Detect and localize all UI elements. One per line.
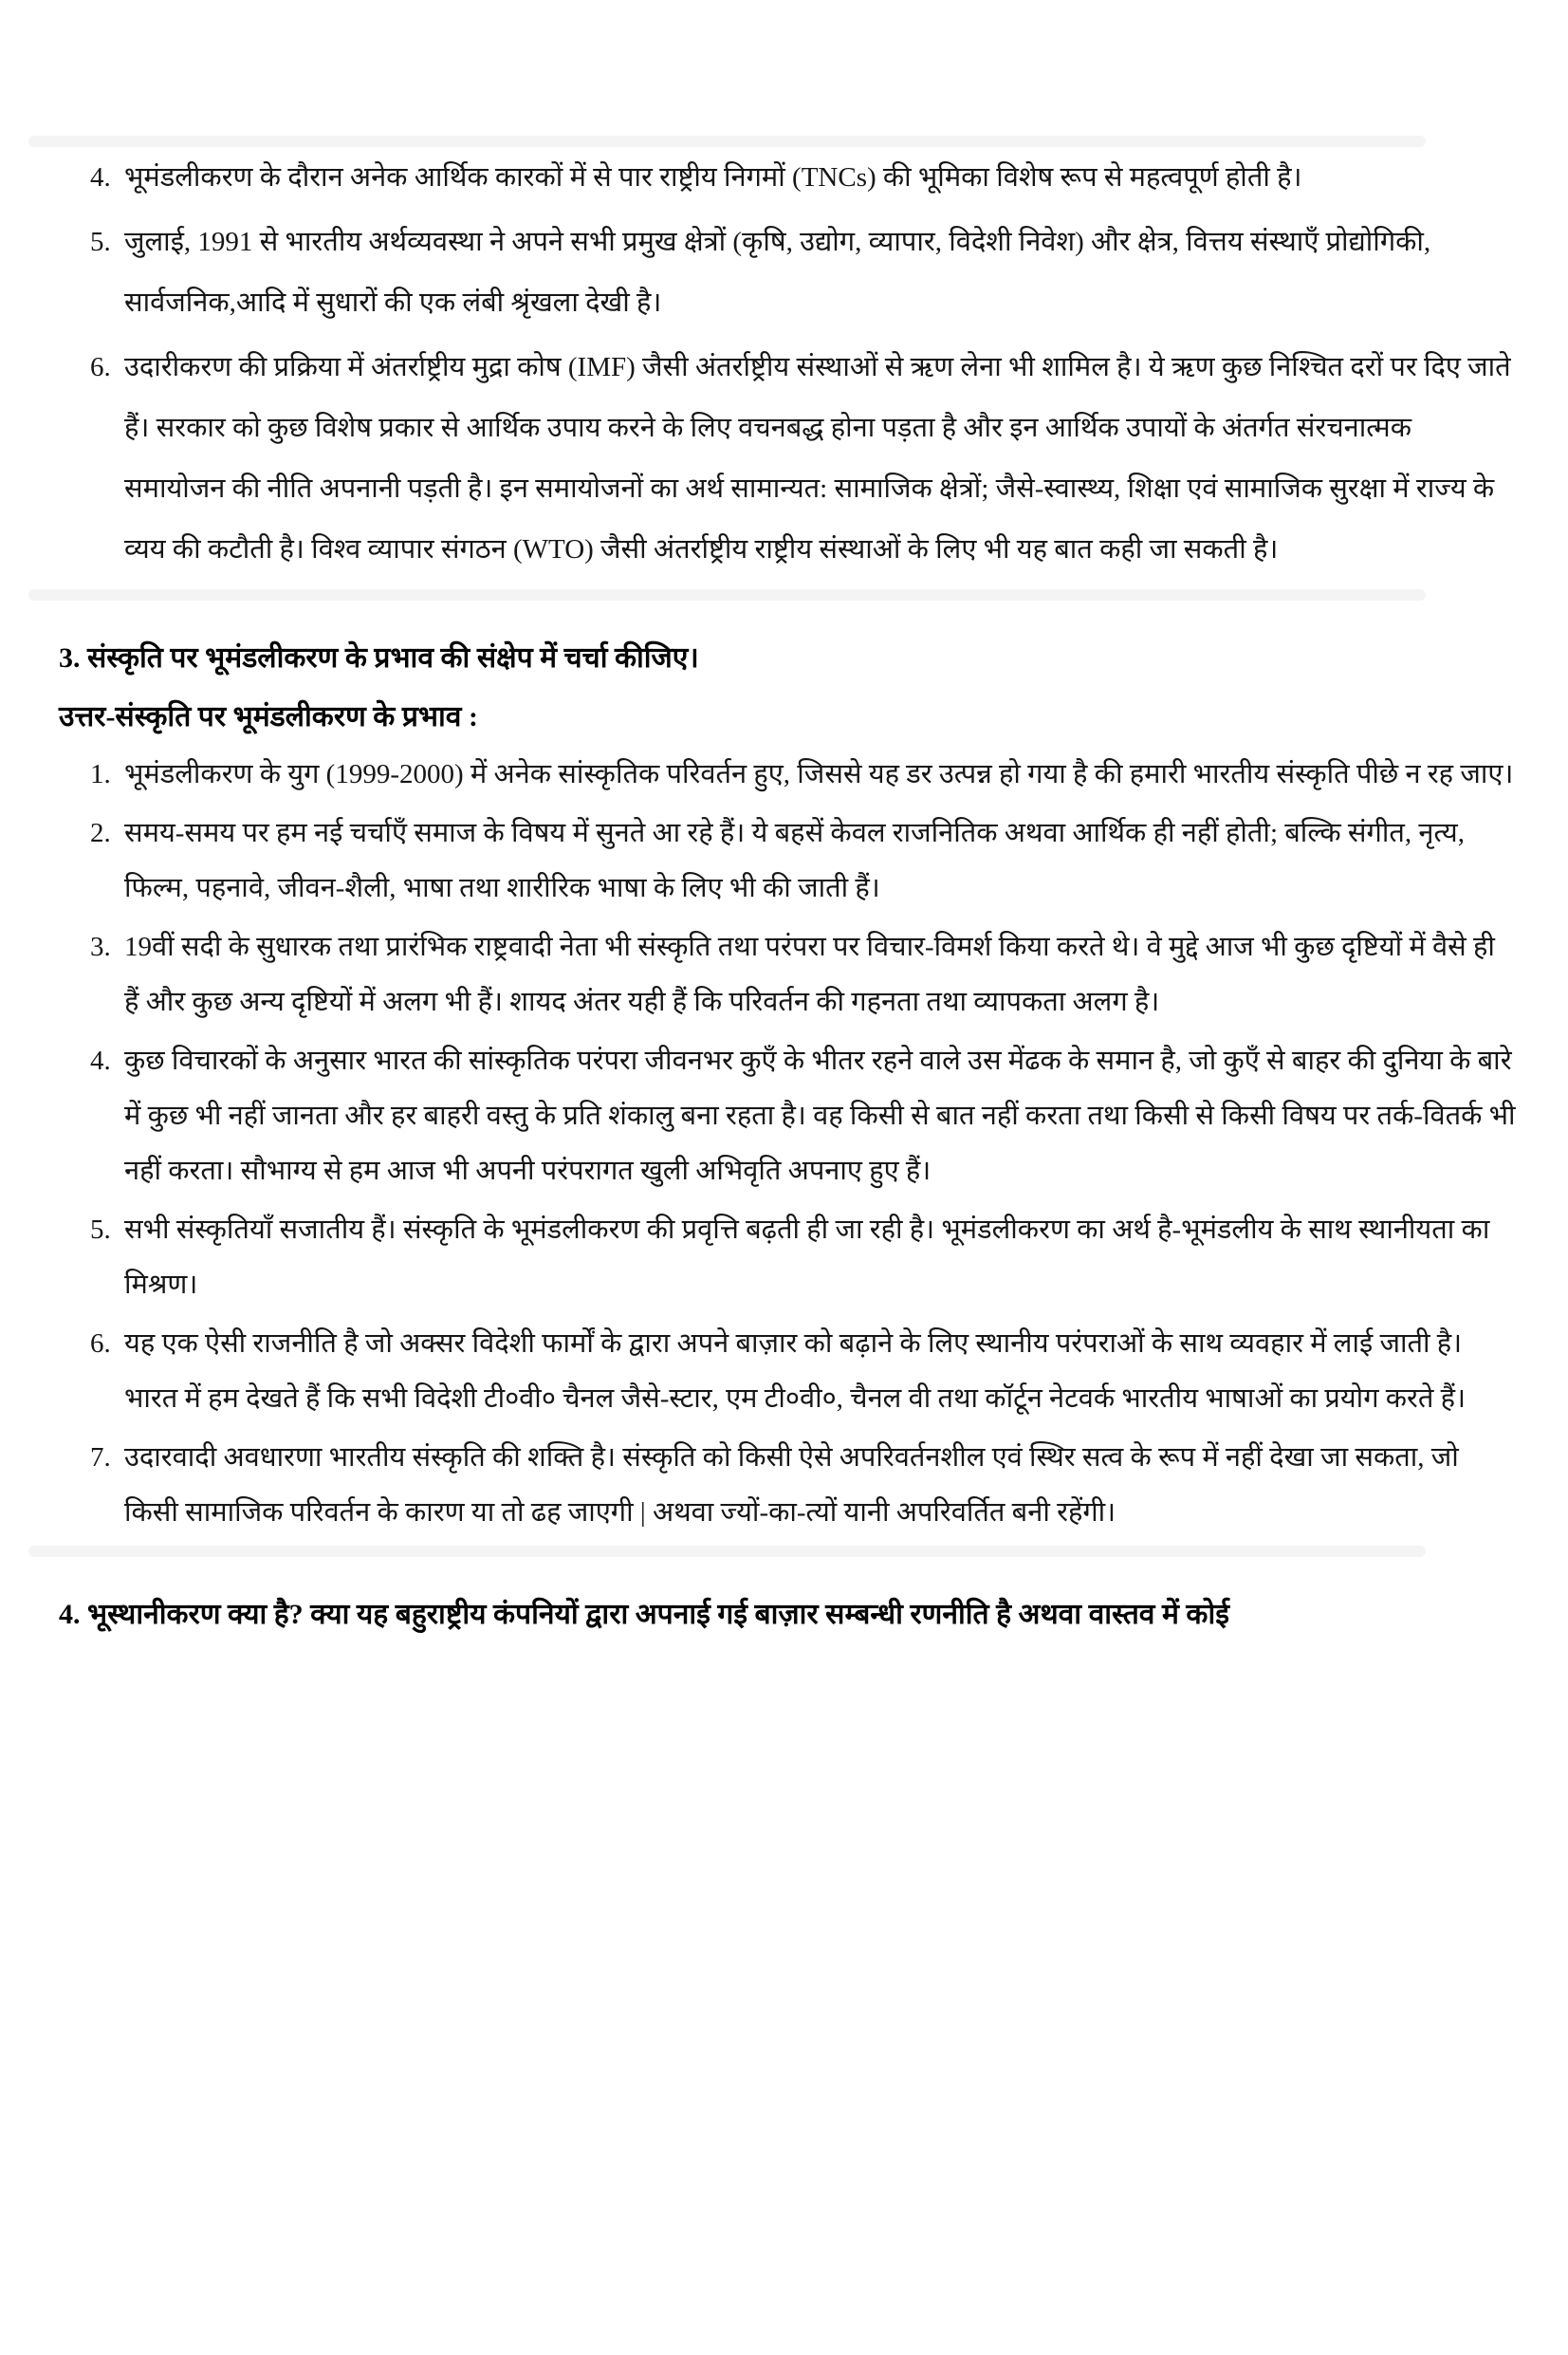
list-item-text: 19वीं सदी के सुधारक तथा प्रारंभिक राष्ट्रवादी नेता भी संस्कृति तथा परंपरा पर विचार-विमर्श किया करते थे। वे मुद्दे आज भी कुछ दृष्टियों में वैसे ही हैं और कुछ अन्य दृष्टियों में अलग भी हैं। शायद अंतर यही हैं कि परिवर्तन की गहनता तथा व्यापकता अलग है। (124, 932, 1495, 1017)
list-item (90, 212, 1516, 333)
list-item (90, 1202, 1516, 1312)
culture-effects-list (0, 747, 1568, 1540)
list-item-text: कुछ विचारकों के अनुसार भारत की सांस्कृतिक परंपरा जीवनभर कुएँ के भीतर रहने वाले उस मेंढक के समान है, जो कुएँ से बाहर की दुनिया के बारे में कुछ भी नहीं जानता और हर बाहरी वस्तु के प्रति शंकालु बना रहता है। वह किसी से बात नहीं करता तथा किसी से किसी विषय पर तर्क-वितर्क भी नहीं करता। सौभाग्य से हम आज भी अपनी परंपरागत खुली अभिवृति अपनाए हुए हैं। (124, 1046, 1516, 1186)
liberalisation-points-list (0, 147, 1568, 580)
list-item (90, 806, 1516, 916)
list-item-text: भूमंडलीकरण के दौरान अनेक आर्थिक कारकों में से पार राष्ट्रीय निगमों (TNCs) की भूमिका विशेष रूप से महत्वपूर्ण होती है। (124, 162, 1302, 193)
list-item-number: 4. (90, 162, 111, 193)
list-item-text: उदारीकरण की प्रक्रिया में अंतर्राष्ट्रीय मुद्रा कोष (IMF) जैसी अंतर्राष्ट्रीय संस्थाओं से ऋण लेना भी शामिल है। ये ऋण कुछ निश्चित दरों पर दिए जाते हैं। सरकार को कुछ विशेष प्रकार से आर्थिक उपाय करने के लिए वचनबद्ध होना पड़ता है और इन आर्थिक उपायों के अंतर्गत संरचनात्मक समायोजन की नीति अपनानी पड़ती है। इन समायोजनों का अर्थ सामान्यत: सामाजिक क्षेत्रों; जैसे-स्वास्थ्य, शिक्षा एवं सामाजिक सुरक्षा में राज्य के व्यय की कटौती है। विश्व व्यापार संगठन (WTO) जैसी अंतर्राष्ट्रीय राष्ट्रीय संस्थाओं के लिए भी यह बात कही जा सकती है। (124, 352, 1511, 565)
list-item-number: 6. (90, 1328, 111, 1359)
list-item-number: 5. (90, 1215, 111, 1245)
list-item-number: 6. (90, 352, 111, 382)
list-item-number: 4. (90, 1046, 111, 1076)
list-item (90, 919, 1516, 1029)
list-item (90, 1316, 1516, 1426)
answer-intro: उत्तर-संस्कृति पर भूमंडलीकरण के प्रभाव : (59, 701, 478, 732)
bottom-divider (28, 1546, 1426, 1557)
list-item-text: जुलाई, 1991 से भारतीय अर्थव्यवस्था ने अपने सभी प्रमुख क्षेत्रों (कृषि, उद्योग, व्यापार, विदेशी निवेश) और क्षेत्र, वित्तय संस्थाएँ प्रोद्योगिकी, सार्वजनिक,आदि में सुधारों की एक लंबी श्रृंखला देखी है। (124, 227, 1431, 318)
question-4-block (59, 1585, 1516, 1644)
list-item-number: 5. (90, 227, 111, 257)
list-item-text: सभी संस्कृतियाँ सजातीय हैं। संस्कृति के भूमंडलीकरण की प्रवृत्ति बढ़ती ही जा रही है। भूमंडलीकरण का अर्थ है-भूमंडलीय के साथ स्थानीयता का मिश्रण। (124, 1215, 1490, 1300)
question-3-heading: 3. संस्कृति पर भूमंडलीकरण के प्रभाव की संक्षेप में चर्चा कीजिए। (59, 642, 699, 674)
question-3-block (59, 629, 1516, 747)
list-item-text: समय-समय पर हम नई चर्चाएँ समाज के विषय में सुनते आ रहे हैं। ये बहसें केवल राजनितिक अथवा आर्थिक ही नहीं होती; बल्कि संगीत, नृत्य, फिल्म, पहनावे, जीवन-शैली, भाषा तथा शारीरिक भाषा के लिए भी की जाती हैं। (124, 818, 1465, 903)
list-item (90, 337, 1516, 580)
list-item-text: भूमंडलीकरण के युग (1999-2000) में अनेक सांस्कृतिक परिवर्तन हुए, जिससे यह डर उत्पन्न हो गया है की हमारी भारतीय संस्कृति पीछे न रह जाए। (124, 759, 1514, 789)
question-4-heading: 4. भूस्थानीकरण क्या है? क्या यह बहुराष्ट्रीय कंपनियों द्वारा अपनाई गई बाज़ार सम्बन्धी रणनीति है अथवा वास्तव में कोई (59, 1599, 1229, 1630)
list-item-text: यह एक ऐसी राजनीति है जो अक्सर विदेशी फार्मों के द्वारा अपने बाज़ार को बढ़ाने के लिए स्थानीय परंपराओं के साथ व्यवहार में लाई जाती है। भारत में हम देखते हैं कि सभी विदेशी टी०वी० चैनल जैसे-स्टार, एम टी०वी०, चैनल वी तथा कॉर्टून नेटवर्क भारतीय भाषाओं का प्रयोग करते हैं। (124, 1328, 1467, 1414)
list-item (90, 747, 1516, 802)
list-item (90, 1033, 1516, 1198)
list-item-number: 7. (90, 1442, 111, 1473)
list-item-number: 2. (90, 818, 111, 848)
list-item-number: 3. (90, 932, 111, 962)
top-divider (28, 136, 1426, 147)
mid-divider (28, 589, 1426, 601)
list-item (90, 147, 1516, 208)
list-item (90, 1430, 1516, 1540)
page (0, 136, 1568, 2355)
list-item-number: 1. (90, 759, 111, 789)
list-item-text: उदारवादी अवधारणा भारतीय संस्कृति की शक्ति है। संस्कृति को किसी ऐसे अपरिवर्तनशील एवं स्थिर सत्व के रूप में नहीं देखा जा सकता, जो किसी सामाजिक परिवर्तन के कारण या तो ढह जाएगी | अथवा ज्यों-का-त्यों यानी अपरिवर्तित बनी रहेंगी। (124, 1442, 1459, 1528)
